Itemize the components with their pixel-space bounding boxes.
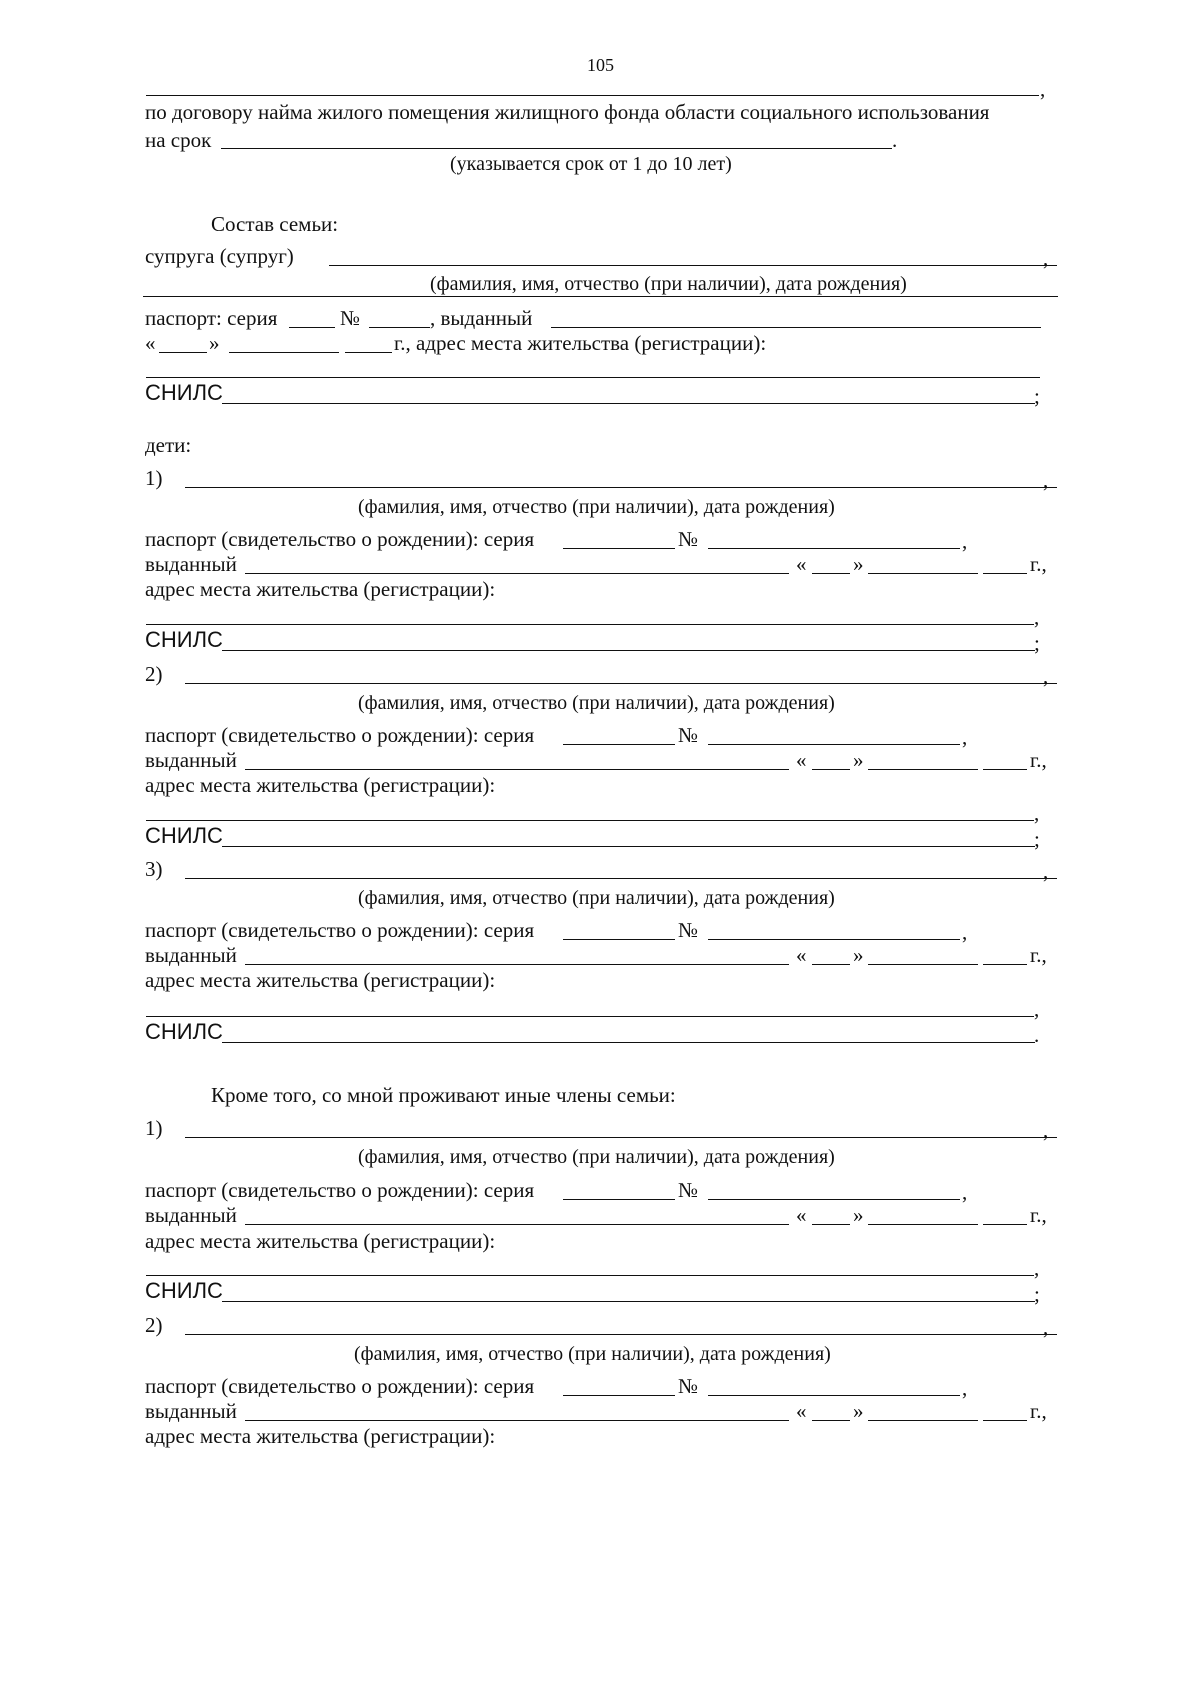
tenant-name-line — [146, 95, 1039, 96]
spouse-snils-label: СНИЛС — [145, 380, 223, 405]
child-1-issued-label: выданный — [145, 552, 237, 576]
other-1-address-line — [146, 1275, 1034, 1276]
other-2-year-suffix: г., — [1030, 1399, 1047, 1423]
child-2-number-sign: № — [678, 723, 699, 747]
child-3-date-day-line — [812, 964, 850, 965]
child-3-snils-line — [222, 1042, 1035, 1043]
other-1-series-line — [563, 1199, 675, 1200]
spouse-name-line — [329, 265, 1057, 266]
other-2-date-month-line — [868, 1420, 978, 1421]
child-2-year-suffix: г., — [1030, 748, 1047, 772]
child-2-date-open: « — [796, 748, 807, 772]
spouse-date-open: « — [145, 331, 156, 355]
other-1-date-day-line — [812, 1224, 850, 1225]
term-line — [221, 148, 892, 149]
other-1-date-open: « — [796, 1203, 807, 1227]
other-1-date-year-line — [983, 1224, 1027, 1225]
child-3-fio-caption: (фамилия, имя, отчество (при наличии), дата рождения) — [358, 887, 835, 909]
child-2-address-comma: , — [1034, 801, 1040, 825]
other-2-date-open: « — [796, 1399, 807, 1423]
child-2-number: 2) — [145, 662, 163, 686]
page-number: 105 — [587, 55, 614, 75]
child-1-year-suffix: г., — [1030, 552, 1047, 576]
spouse-snils-line — [222, 403, 1035, 404]
child-3-passport-number-line — [708, 939, 960, 940]
child-2-passport-label: паспорт (свидетельство о рождении): серия — [145, 723, 535, 747]
child-2-name-line — [185, 683, 1057, 684]
child-2-snils-line — [222, 846, 1035, 847]
child-2-issued-label: выданный — [145, 748, 237, 772]
other-1-comma: , — [1043, 1118, 1049, 1142]
spouse-passport-series-line — [289, 327, 335, 328]
spouse-address-line — [146, 377, 1040, 378]
other-2-passport-label: паспорт (свидетельство о рождении): серия — [145, 1374, 535, 1398]
child-1-name-line — [185, 487, 1057, 488]
child-3-address-label: адрес места жительства (регистрации): — [145, 968, 496, 992]
other-2-fio-caption: (фамилия, имя, отчество (при наличии), дата рождения) — [354, 1343, 831, 1365]
spouse-year-address-label: г., адрес места жительства (регистрации): — [394, 331, 767, 355]
child-3-snils-label: СНИЛС — [145, 1019, 223, 1044]
other-1-address-comma: , — [1034, 1256, 1040, 1280]
child-3-address-line — [146, 1016, 1034, 1017]
child-2-snils-end: ; — [1034, 827, 1040, 851]
child-1-issued-line — [245, 573, 789, 574]
child-1-date-day-line — [812, 573, 850, 574]
other-2-comma: , — [1043, 1315, 1049, 1339]
other-1-passport-label: паспорт (свидетельство о рождении): серия — [145, 1178, 535, 1202]
other-2-address-label: адрес места жительства (регистрации): — [145, 1424, 496, 1448]
child-3-date-year-line — [983, 964, 1027, 965]
family-heading: Состав семьи: — [211, 212, 339, 236]
child-3-series-line — [563, 939, 675, 940]
other-1-snils-end: ; — [1034, 1282, 1040, 1306]
spouse-passport-number-sign: № — [340, 306, 361, 330]
other-2-date-close: » — [853, 1399, 864, 1423]
child-2-snils-label: СНИЛС — [145, 823, 223, 848]
child-1-series-line — [563, 548, 675, 549]
child-3-date-open: « — [796, 943, 807, 967]
other-1-name-line — [185, 1137, 1057, 1138]
other-2-issued-line — [245, 1420, 789, 1421]
child-1-fio-caption: (фамилия, имя, отчество (при наличии), дата рождения) — [358, 496, 835, 518]
child-3-passport-comma: , — [962, 920, 968, 944]
other-2-passport-comma: , — [962, 1376, 968, 1400]
other-2-series-line — [563, 1395, 675, 1396]
child-2-comma: , — [1043, 664, 1049, 688]
child-3-address-comma: , — [1034, 997, 1040, 1021]
other-2-issued-label: выданный — [145, 1399, 237, 1423]
spouse-passport-series-label: паспорт: серия — [145, 306, 278, 330]
child-1-passport-comma: , — [962, 529, 968, 553]
other-1-address-label: адрес места жительства (регистрации): — [145, 1229, 496, 1253]
spouse-comma: , — [1043, 246, 1049, 270]
other-1-passport-number-line — [708, 1199, 960, 1200]
spouse-label: супруга (супруг) — [145, 244, 294, 268]
other-1-snils-label: СНИЛС — [145, 1278, 223, 1303]
child-1-date-close: » — [853, 552, 864, 576]
child-2-fio-caption: (фамилия, имя, отчество (при наличии), дата рождения) — [358, 692, 835, 714]
child-3-passport-label: паспорт (свидетельство о рождении): серия — [145, 918, 535, 942]
child-3-issued-label: выданный — [145, 943, 237, 967]
spouse-snils-end: ; — [1034, 384, 1040, 408]
child-1-address-label: адрес места жительства (регистрации): — [145, 577, 496, 601]
other-1-fio-caption: (фамилия, имя, отчество (при наличии), дата рождения) — [358, 1146, 835, 1168]
child-3-name-line — [185, 878, 1057, 879]
child-2-date-day-line — [812, 769, 850, 770]
child-1-date-year-line — [983, 573, 1027, 574]
tenant-line-comma: , — [1040, 77, 1046, 101]
child-2-issued-line — [245, 769, 789, 770]
child-2-series-line — [563, 744, 675, 745]
child-1-date-open: « — [796, 552, 807, 576]
child-3-comma: , — [1043, 859, 1049, 883]
child-1-number: 1) — [145, 466, 163, 490]
child-2-passport-comma: , — [962, 725, 968, 749]
other-1-year-suffix: г., — [1030, 1203, 1047, 1227]
child-2-address-label: адрес места жительства (регистрации): — [145, 773, 496, 797]
child-3-date-month-line — [868, 964, 978, 965]
other-1-passport-comma: , — [962, 1180, 968, 1204]
other-2-number: 2) — [145, 1313, 163, 1337]
children-heading: дети: — [145, 433, 192, 457]
term-label: на срок — [145, 128, 212, 152]
other-2-name-line — [185, 1334, 1057, 1335]
child-1-snils-label: СНИЛС — [145, 627, 223, 652]
child-3-date-close: » — [853, 943, 864, 967]
others-heading: Кроме того, со мной проживают иные члены семьи: — [211, 1083, 676, 1107]
child-1-date-month-line — [868, 573, 978, 574]
child-3-number: 3) — [145, 857, 163, 881]
child-3-year-suffix: г., — [1030, 943, 1047, 967]
spouse-name-line-2 — [143, 296, 1058, 297]
child-1-snils-line — [222, 650, 1035, 651]
other-2-date-day-line — [812, 1420, 850, 1421]
other-2-passport-number-line — [708, 1395, 960, 1396]
spouse-passport-issued-line — [551, 327, 1041, 328]
child-2-passport-number-line — [708, 744, 960, 745]
other-1-snils-line — [222, 1301, 1035, 1302]
child-3-number-sign: № — [678, 918, 699, 942]
spouse-passport-number-line — [369, 327, 430, 328]
child-2-address-line — [146, 820, 1034, 821]
spouse-date-year-line — [345, 352, 392, 353]
child-2-date-year-line — [983, 769, 1027, 770]
spouse-fio-caption: (фамилия, имя, отчество (при наличии), дата рождения) — [430, 273, 907, 295]
child-1-passport-number-line — [708, 548, 960, 549]
other-2-number-sign: № — [678, 1374, 699, 1398]
spouse-date-day-line — [159, 352, 207, 353]
other-1-date-close: » — [853, 1203, 864, 1227]
spouse-passport-issued-label: , выданный — [430, 306, 533, 330]
other-2-date-year-line — [983, 1420, 1027, 1421]
spouse-date-close: » — [209, 331, 220, 355]
other-1-number: 1) — [145, 1116, 163, 1140]
other-1-issued-line — [245, 1224, 789, 1225]
child-1-address-comma: , — [1034, 605, 1040, 629]
child-1-passport-label: паспорт (свидетельство о рождении): серия — [145, 527, 535, 551]
child-1-comma: , — [1043, 468, 1049, 492]
child-3-snils-end: . — [1034, 1023, 1040, 1047]
child-2-date-close: » — [853, 748, 864, 772]
child-2-date-month-line — [868, 769, 978, 770]
child-1-address-line — [146, 624, 1034, 625]
other-1-issued-label: выданный — [145, 1203, 237, 1227]
contract-description: по договору найма жилого помещения жилищного фонда области социального использования — [145, 100, 990, 124]
spouse-date-month-line — [229, 352, 339, 353]
child-1-snils-end: ; — [1034, 631, 1040, 655]
other-1-date-month-line — [868, 1224, 978, 1225]
term-end: . — [892, 128, 898, 152]
child-1-number-sign: № — [678, 527, 699, 551]
other-1-number-sign: № — [678, 1178, 699, 1202]
child-3-issued-line — [245, 964, 789, 965]
term-caption: (указывается срок от 1 до 10 лет) — [450, 153, 732, 175]
